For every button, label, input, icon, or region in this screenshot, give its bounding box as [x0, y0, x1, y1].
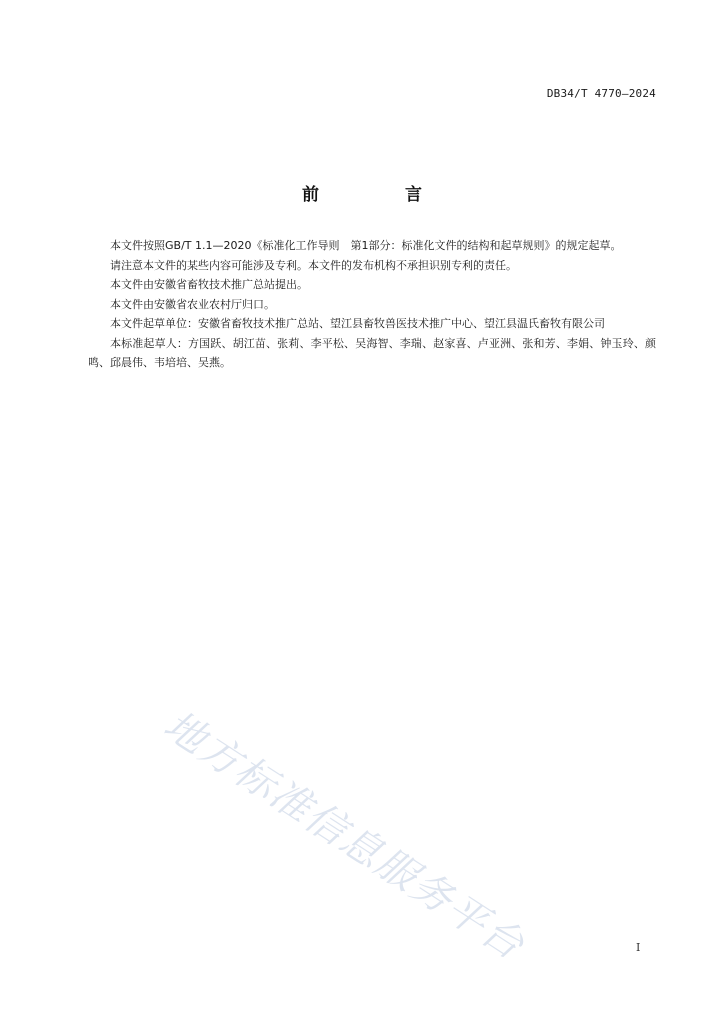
document-code: DB34/T 4770—2024: [546, 87, 656, 100]
watermark-text: 地方标准信息服务平台: [155, 702, 533, 970]
paragraph-drafting-rules: 本文件按照GB/T 1.1—2020《标准化工作导则 第1部分：标准化文件的结构和起草规则》的规定起草。: [110, 239, 622, 252]
page-title: 前 言: [302, 185, 462, 205]
paragraph-patent-notice: 请注意本文件的某些内容可能涉及专利。本文件的发布机构不承担识别专利的责任。: [110, 258, 517, 272]
paragraph-drafting-units: 本文件起草单位：安徽省畜牧技术推广总站、望江县畜牧兽医技术推广中心、望江县温氏畜牧有限公司: [110, 317, 605, 330]
foreword-body: [88, 236, 656, 373]
paragraph-administrator: 本文件由安徽省农业农村厅归口。: [110, 297, 275, 311]
paragraph-drafters: 本标准起草人：方国跃、胡江苗、张莉、李平松、吴海智、李瑞、赵家喜、卢亚洲、张和芳、李娟、钟玉玲、颜鸣、邱晨伟、韦培培、吴燕。: [88, 336, 656, 369]
page-number: I: [636, 941, 641, 954]
paragraph-proposer: 本文件由安徽省畜牧技术推广总站提出。: [110, 278, 308, 291]
